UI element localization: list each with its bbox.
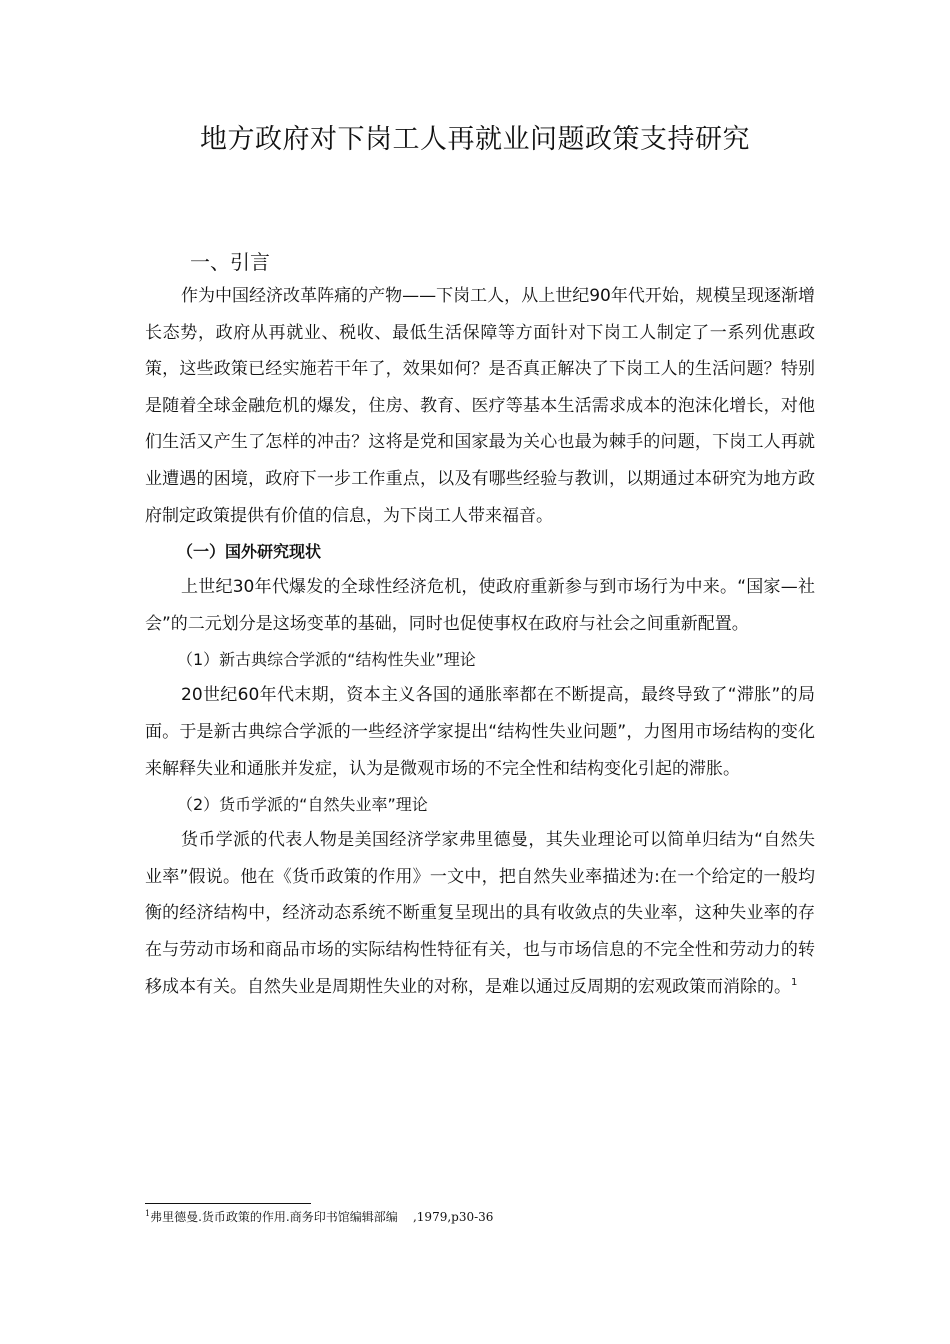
footnote-text: 弗里德曼.货币政策的作用.商务印书馆编辑部编 ,1979,p30-36	[150, 1210, 494, 1224]
document-body	[145, 246, 815, 1005]
structural-unemployment-paragraph: 20世纪60年代末期，资本主义各国的通胀率都在不断提高，最终导致了“滞胀”的局面。于是新古典综合学派的一些经济学家提出“结构性失业问题”，力图用市场结构的变化来解释失业和通胀并发症，认为是微观市场的不完全性和结构变化引起的滞胀。	[145, 685, 815, 779]
item-heading-structural-unemployment: （1）新古典综合学派的“结构性失业”理论	[177, 650, 476, 670]
footnote-reference[interactable]: 1	[791, 976, 798, 988]
intro-paragraph: 作为中国经济改革阵痛的产物——下岗工人，从上世纪90年代开始，规模呈现逐渐增长态势，政府从再就业、税收、最低生活保障等方面针对下岗工人制定了一系列优惠政策，这些政策已经实施若干年了，效果如何？是否真正解决了下岗工人的生活问题？特别是随着全球金融危机的爆发，住房、教育、医疗等基本生活需求成本的泡沫化增长，对他们生活又产生了怎样的冲击？这将是党和国家最为关心也最为棘手的问题，下岗工人再就业遭遇的困境，政府下一步工作重点，以及有哪些经验与教训，以期通过本研究为地方政府制定政策提供有价值的信息，为下岗工人带来福音。	[145, 286, 815, 526]
subsection-heading-foreign-research: （一）国外研究现状	[177, 542, 322, 562]
footnote	[145, 1209, 493, 1225]
footnote-marker: 1	[145, 1209, 151, 1218]
footnote-divider	[145, 1203, 311, 1204]
item-heading-natural-unemployment: （2）货币学派的“自然失业率”理论	[177, 795, 428, 815]
natural-unemployment-paragraph	[145, 822, 815, 1005]
page-title: 地方政府对下岗工人再就业问题政策支持研究	[200, 124, 750, 155]
natural-unemployment-text: 货币学派的代表人物是美国经济学家弗里德曼，其失业理论可以简单归结为“自然失业率”假说。他在《货币政策的作用》一文中，把自然失业率描述为:在一个给定的一般均衡的经济结构中，经济动态系统不断重复呈现出的具有收敛点的失业率，这种失业率的存在与劳动市场和商品市场的实际结构性特征有关，也与市场信息的不完全性和劳动力的转移成本有关。自然失业是周期性失业的对称，是难以通过反周期的宏观政策而消除的。	[145, 830, 815, 997]
section-heading-introduction: 一、引言	[190, 250, 270, 274]
foreign-research-paragraph: 上世纪30年代爆发的全球性经济危机，使政府重新参与到市场行为中来。“国家—社会”的二元划分是这场变革的基础，同时也促使事权在政府与社会之间重新配置。	[145, 577, 815, 634]
